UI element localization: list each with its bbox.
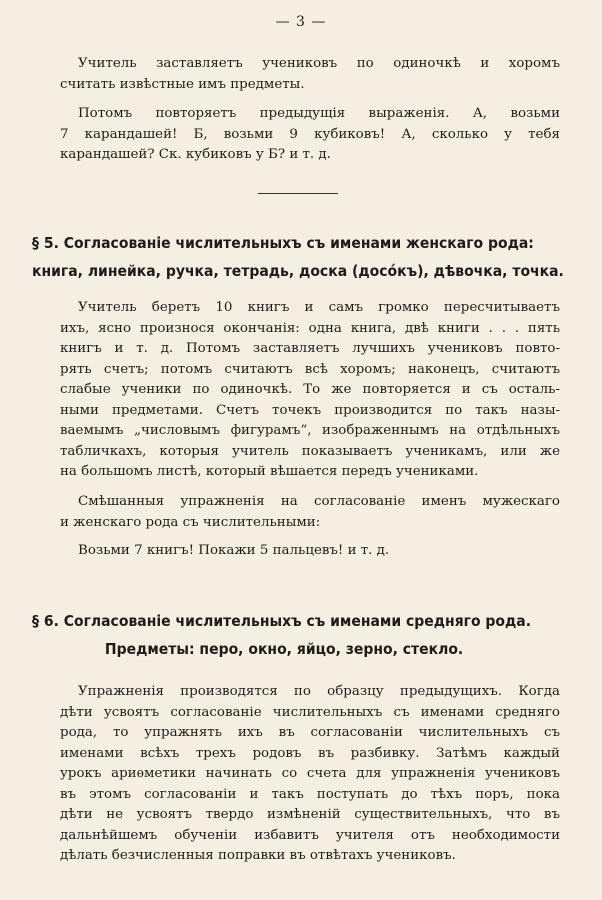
text-line: считать извѣстные имъ предметы.	[60, 76, 305, 92]
text-line: Упражненія производятся по образцу предыдущихъ. Когда	[78, 684, 560, 699]
intro-paragraph-2	[60, 104, 560, 166]
text-line: Возьми 7 книгъ! Покажи 5 пальцевъ! и т. д.	[78, 543, 390, 558]
text-line: въ этомъ согласованіи и такъ поступать до тѣхъ поръ, пока	[60, 786, 560, 802]
section-5-paragraph-2	[60, 492, 560, 533]
section-5-paragraph-3	[60, 541, 560, 562]
text-line: именами всѣхъ трехъ родовъ въ разбивку. Затѣмъ каждый	[60, 745, 560, 761]
text-line: ихъ, ясно произнося окончанія: одна книга, двѣ книги . . . пять	[60, 320, 560, 336]
text-line: рять счетъ; потомъ считаютъ всѣ хоромъ; наконецъ, считаютъ	[60, 361, 560, 377]
text-line: и женскаго рода съ числительными:	[60, 514, 321, 530]
text-line: Смѣшанныя упражненія на согласованіе именъ мужескаго	[78, 494, 560, 509]
section-divider	[258, 193, 338, 194]
section-5-heading	[32, 229, 573, 285]
text-line: Потомъ повторяетъ предыдущія выраженія. А, возьми	[78, 106, 560, 121]
text-line: на большомъ листѣ, который вѣшается передъ учениками.	[60, 464, 479, 479]
page-number: — 3 —	[275, 14, 327, 30]
text-line: дальнѣйшемъ обученіи избавитъ учителя отъ необходимости	[60, 827, 560, 843]
intro-paragraph-1	[60, 54, 560, 95]
text-line: дѣлать безчисленныя поправки въ отвѣтахъ учениковъ.	[60, 848, 456, 863]
text-line: 7 карандашей! Б, возьми 9 кубиковъ! А, сколько у тебя	[60, 126, 560, 142]
heading-line: Предметы: перо, окно, яйцо, зерно, стекло.	[104, 640, 464, 658]
text-line: Учитель беретъ 10 книгъ и самъ громко пересчитываетъ	[78, 300, 560, 315]
text-line: дѣти не усвоятъ твердо измѣненій существительныхъ, что въ	[60, 807, 560, 822]
heading-line: § 5. Согласованіе числительныхъ съ именами женскаго рода:	[32, 234, 534, 252]
section-6-heading	[32, 607, 573, 663]
text-line: книгъ и т. д. Потомъ заставляетъ лучшихъ учениковъ повто-	[60, 341, 560, 356]
section-5-paragraph-1	[60, 298, 560, 483]
text-line: табличкахъ, которыя учитель показываетъ ученикамъ, или же	[60, 443, 560, 459]
text-line: дѣти усвоятъ согласованіе числительныхъ съ именами средняго	[60, 704, 560, 720]
text-line: карандашей? Ск. кубиковъ у Б? и т. д.	[60, 147, 331, 162]
text-line: ными предметами. Счетъ точекъ производится по такъ назы-	[60, 402, 560, 418]
text-line: слабые ученики по одиночкѣ. То же повторяется и съ осталь-	[60, 382, 560, 397]
text-line: ваемымъ „числовымъ фигурамъ“, изображеннымъ на отдѣльныхъ	[60, 423, 560, 438]
text-line: рода, то упражнять ихъ въ согласованіи числительныхъ съ	[60, 725, 560, 740]
text-line: Учитель заставляетъ учениковъ по одиночкѣ и хоромъ	[78, 56, 560, 71]
text-line: урокъ ариѳметики начинать со счета для упражненія учениковъ	[60, 766, 560, 781]
section-6-paragraph-1	[60, 682, 560, 867]
heading-line: § 6. Согласованіе числительныхъ съ именами средняго рода.	[32, 612, 532, 630]
heading-line: книга, линейка, ручка, тетрадь, доска (досо́къ), дѣвочка, точка.	[32, 262, 564, 280]
